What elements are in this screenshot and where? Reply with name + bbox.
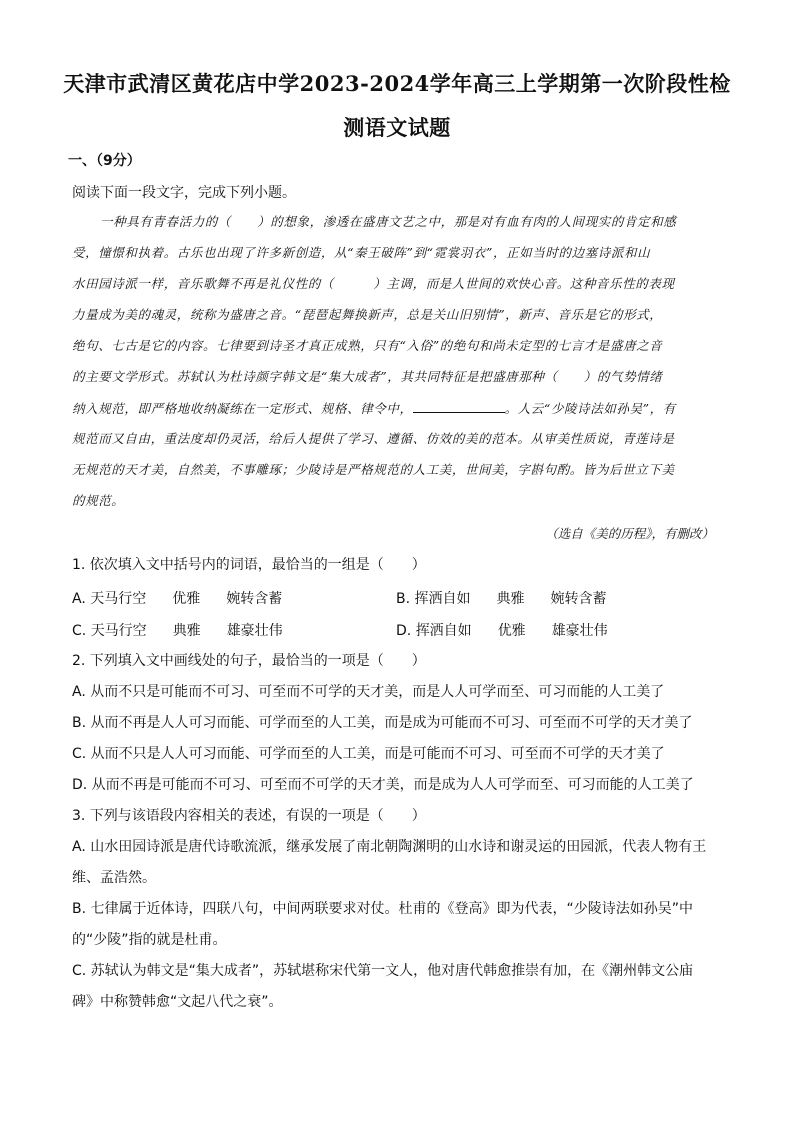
underlined-blank: [413, 400, 505, 413]
passage-source: （选自《美的历程》，有删改）: [545, 526, 714, 541]
passage-line: 规范而又自由，重法度却仍灵活，给后人提供了学习、遵循、仿效的美的范本。从审美性质说，青莲诗是: [72, 431, 675, 446]
option-b-continued: 的“少陵”指的就是杜甫。: [72, 932, 227, 948]
passage-line-with-blank: [72, 400, 676, 417]
passage-line: 一种具有青春活力的（ ）的想象，渗透在盛唐文艺之中，那是对有血有肉的人间现实的肯定和感: [100, 214, 677, 229]
option-a: A. 天马行空 优雅 婉转含蓄: [72, 591, 283, 607]
option-c-continued: 碑》中称赞韩愈“文起八代之衰”。: [72, 994, 283, 1010]
passage-line: 无规范的天才美，自然美，不事雕琢；少陵诗是严格规范的人工美，世间美，字斟句酌。皆为后世立下美: [72, 462, 675, 477]
question-stem: 3. 下列与该语段内容相关的表述，有误的一项是（ ）: [72, 808, 426, 824]
question-stem: 2. 下列填入文中画线处的句子，最恰当的一项是（ ）: [72, 653, 426, 669]
exam-title-line-1: 天津市武清区黄花店中学2023-2024学年高三上学期第一次阶段性检: [63, 71, 731, 96]
option-c: C. 天马行空 典雅 雄豪壮伟: [72, 623, 283, 639]
exam-title-line-2: 测语文试题: [343, 115, 451, 140]
question-stem: 1. 依次填入文中括号内的词语，最恰当的一组是（ ）: [72, 557, 426, 573]
option-a: A. 从而不只是可能而不可习、可至而不可学的天才美，而是人人可学而至、可习而能的人工美了: [72, 684, 665, 700]
passage-text: 纳入规范，即严格地收纳凝练在一定形式、规格、律令中，: [72, 401, 413, 416]
passage-line: 的主要文学形式。苏轼认为杜诗颜字韩文是“集大成者”，其共同特征是把盛唐那种（ ）的气势情绪: [72, 369, 663, 384]
section-instruction: 阅读下面一段文字，完成下列小题。: [72, 185, 296, 201]
option-a: A. 山水田园诗派是唐代诗歌流派，继承发展了南北朝陶渊明的山水诗和谢灵运的田园派，代表人物有王: [72, 839, 707, 855]
option-b: B. 从而不再是人人可习而能、可学而至的人工美，而是成为可能而不可习、可至而不可学的天才美了: [72, 715, 693, 731]
passage-line: 力量成为美的魂灵，统称为盛唐之音。“琵琶起舞换新声，总是关山旧别情”，新声、音乐是它的形式，: [72, 307, 663, 322]
section-heading: 一、（9分）: [68, 153, 141, 169]
option-b: B. 七律属于近体诗，四联八句，中间两联要求对仗。杜甫的《登高》即为代表，“少陵诗法如孙吴”中: [72, 901, 694, 917]
option-d: D. 从而不再是可能而不可习、可至而不可学的天才美，而是成为人人可学而至、可习而能的人工美了: [72, 777, 694, 793]
option-c: C. 苏轼认为韩文是“集大成者”，苏轼堪称宋代第一文人，他对唐代韩愈推崇有加，在《潮州韩文公庙: [72, 963, 694, 979]
option-c: C. 从而不只是人人可习而能、可学而至的人工美，而是可能而不可习、可至而不可学的天才美了: [72, 746, 665, 762]
passage-line: 的规范。: [72, 493, 125, 508]
option-a-continued: 维、孟浩然。: [72, 870, 156, 886]
passage-line: 水田园诗派一样，音乐歌舞不再是礼仪性的（ ）主调，而是人世间的欢快心音。这种音乐性的表现: [72, 276, 675, 291]
option-b: B. 挥洒自如 典雅 婉转含蓄: [396, 591, 607, 607]
passage-line: 绝句、七古是它的内容。七律要到诗圣才真正成熟，只有“入俗”的绝句和尚未定型的七言才是盛唐之音: [72, 338, 663, 353]
passage-text: 。人云“少陵诗法如孙吴”，有: [504, 401, 676, 416]
option-d: D. 挥洒自如 优雅 雄豪壮伟: [396, 623, 608, 639]
passage-line: 受，憧憬和执着。古乐也出现了许多新创造，从“秦王破阵”到“霓裳羽衣”，正如当时的边塞诗派和山: [72, 245, 651, 260]
